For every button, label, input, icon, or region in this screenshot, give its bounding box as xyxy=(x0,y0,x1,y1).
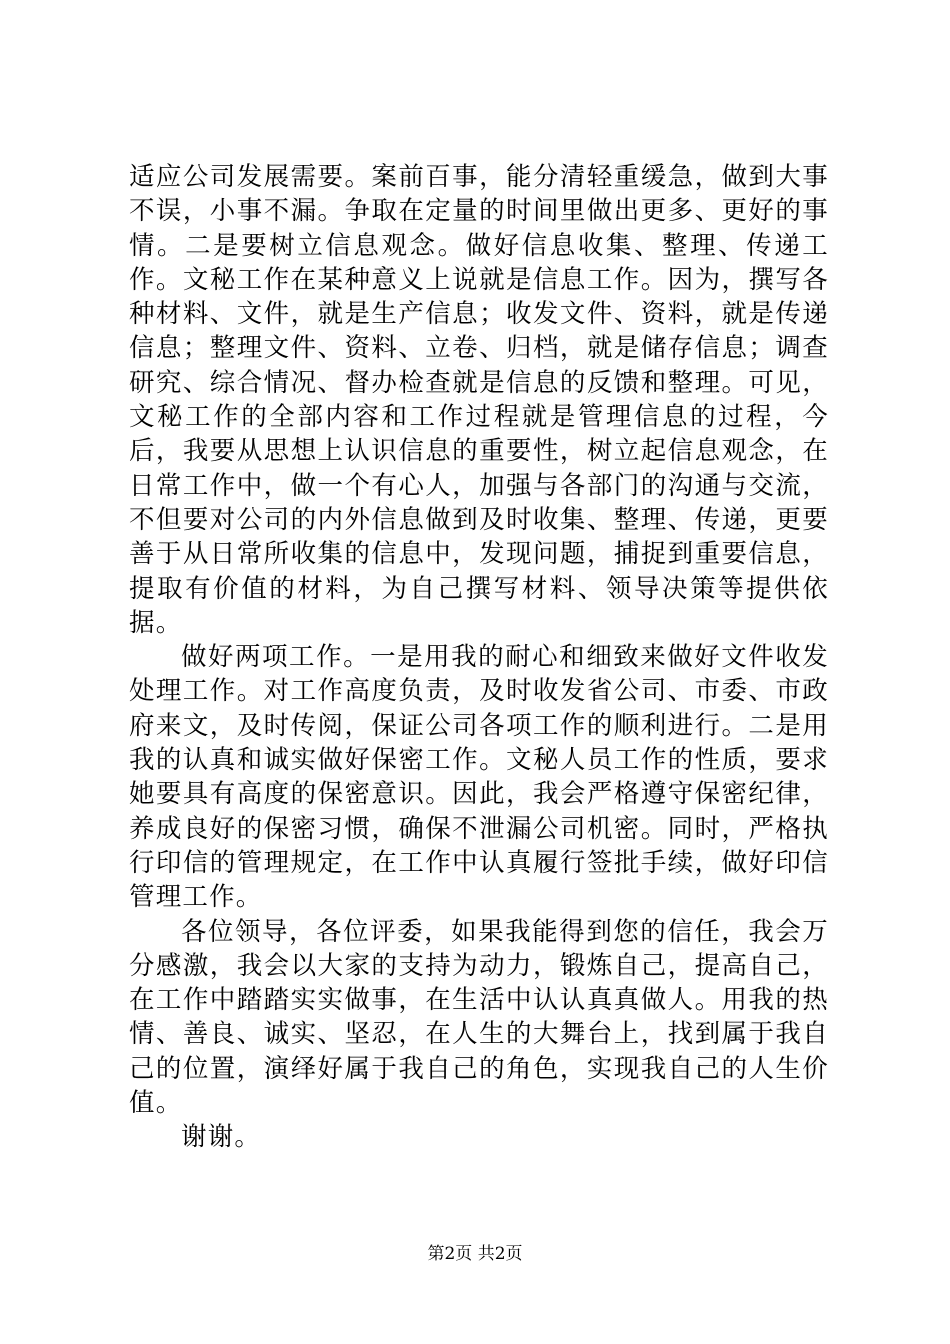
page-footer: 第2页 共2页 xyxy=(427,1244,523,1264)
paragraph-continuation: 适应公司发展需要。案前百事，能分清轻重缓急，做到大事不误，小事不漏。争取在定量的时间里做出更多、更好的事情。二是要树立信息观念。做好信息收集、整理、传递工作。文秘工作在某种意义上说就是信息工作。因为，撰写各种材料、文件，就是生产信息；收发文件、资料，就是传递信息；整理文件、资料、立卷、归档，就是储存信息；调查研究、综合情况、督办检查就是信息的反馈和整理。可见，文秘工作的全部内容和工作过程就是管理信息的过程，今后，我要从思想上认识信息的重要性，树立起信息观念，在日常工作中，做一个有心人，加强与各部门的沟通与交流，不但要对公司的内外信息做到及时收集、整理、传递，更要善于从日常所收集的信息中，发现问题，捕捉到重要信息，提取有价值的材料，为自己撰写材料、领导决策等提供依据。 xyxy=(129,162,829,638)
document-body xyxy=(129,160,829,1155)
paragraph-two-tasks: 做好两项工作。一是用我的耐心和细致来做好文件收发处理工作。对工作高度负责，及时收发省公司、市委、市政府来文，及时传阅，保证公司各项工作的顺利进行。二是用我的认真和诚实做好保密工作。文秘人员工作的性质，要求她要具有高度的保密意识。因此，我会严格遵守保密纪律，养成良好的保密习惯，确保不泄漏公司机密。同时，严格执行印信的管理规定，在工作中认真履行签批手续，做好印信管理工作。 xyxy=(129,642,829,913)
paragraph-thanks: 谢谢。 xyxy=(181,1122,262,1153)
paragraph-closing: 各位领导，各位评委，如果我能得到您的信任，我会万分感激，我会以大家的支持为动力，锻炼自己，提高自己，在工作中踏踏实实做事，在生活中认认真真做人。用我的热情、善良、诚实、坚忍，在人生的大舞台上，找到属于我自己的位置，演绎好属于我自己的角色，实现我自己的人生价值。 xyxy=(129,916,829,1119)
